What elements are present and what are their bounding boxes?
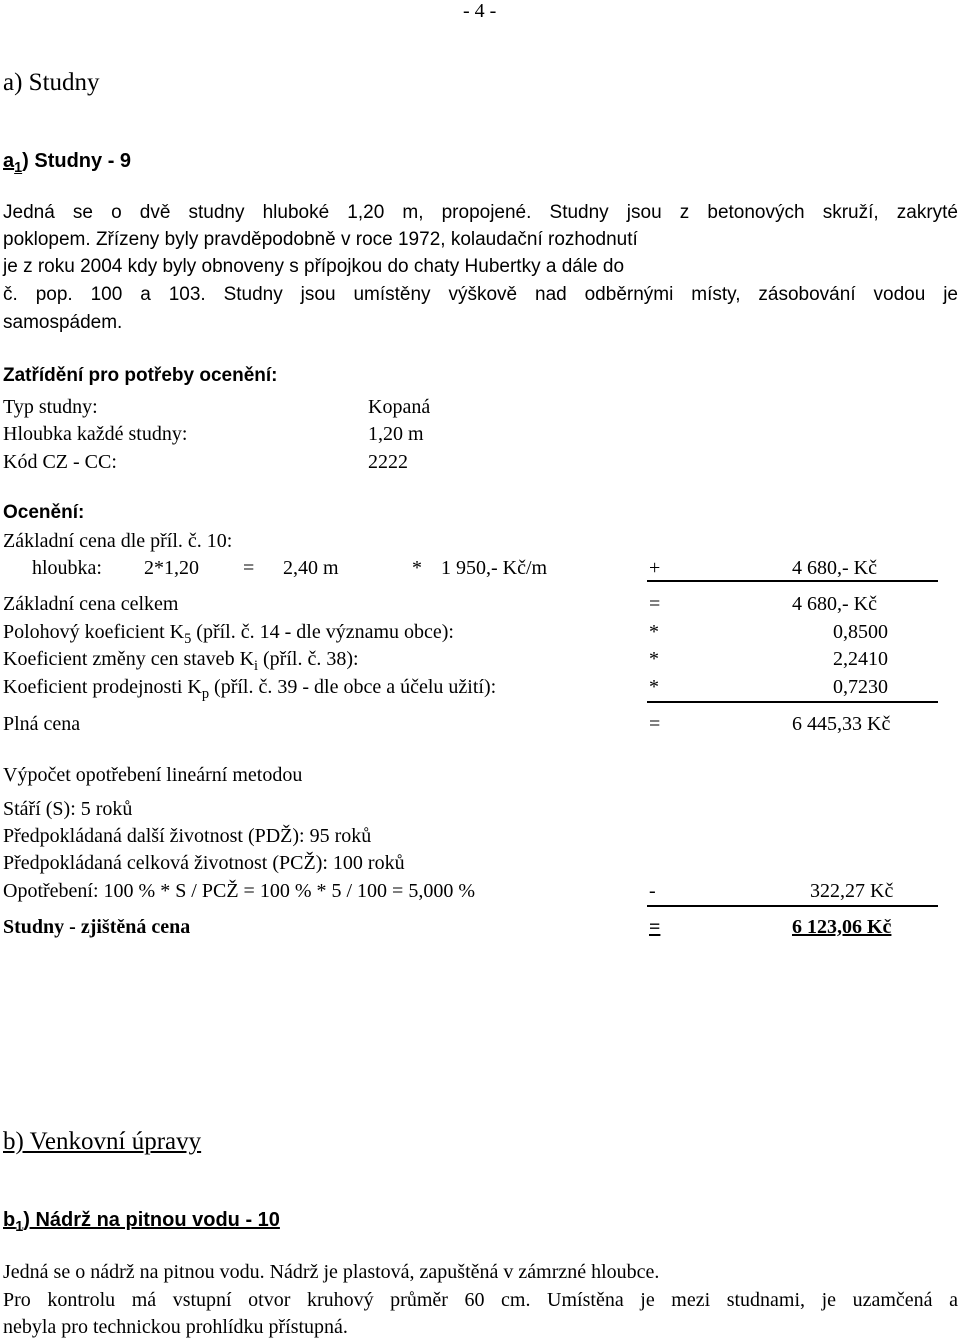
depreciation-total: Předpokládaná celková životnost (PCŽ): 100 roků	[3, 852, 405, 874]
full-price-value: 6 445,33 Kč	[792, 713, 891, 735]
valuation-row-label: Koeficient prodejnosti $K_p$ (příl. č. 39 - dle obce a účelu užití):	[3, 676, 497, 702]
calc-result: 2,40 m	[283, 557, 339, 579]
result-value: 6 123,06 Kč	[792, 916, 892, 938]
subsection-b1-title: $b_1$) Nádrž na pitnou vodu - 10	[3, 1209, 280, 1235]
paragraph-line: Jedná se o nádrž na pitnou vodu. Nádrž je plastová, zapuštěná v zámrzné hloubce.	[3, 1261, 660, 1283]
valuation-row-operator: *	[649, 676, 659, 698]
result-label: Studny - zjištěná cena	[3, 916, 191, 938]
page-number: - 4 -	[463, 0, 497, 22]
calc-label: hloubka:	[32, 557, 102, 579]
calc-times: *	[412, 557, 422, 579]
depreciation-remaining: Předpokládaná další životnost (PDŽ): 95 roků	[3, 825, 372, 847]
valuation-row-label: Koeficient změny cen staveb $K_i$ (příl. č. 38):	[3, 648, 359, 674]
paragraph-line: poklopem. Zřízeny byly pravděpodobně v roce 1972, kolaudační rozhodnutí	[3, 229, 638, 250]
valuation-row-value: 0,7230	[833, 676, 888, 698]
calc-unit-price: 1 950,- Kč/m	[441, 557, 548, 579]
valuation-row-value: 0,8500	[833, 621, 888, 643]
classification-label: Hloubka každé studny:	[3, 423, 188, 445]
valuation-heading: Ocenění:	[3, 502, 85, 523]
base-price-line: Základní cena dle příl. č. 10:	[3, 530, 233, 552]
valuation-row-label: Polohový koeficient $K_5$ (příl. č. 14 - dle významu obce):	[3, 621, 454, 647]
full-price-operator: =	[649, 713, 661, 735]
wear-label: Opotřebení: 100 % * S / PCŽ = 100 % * 5 / 100 = 5,000 %	[3, 880, 475, 902]
classification-heading: Zatřídění pro potřeby ocenění:	[3, 365, 278, 386]
paragraph-line: Pro kontrolu má vstupní otvor kruhový průměr 60 cm. Umístěna je mezi studnami, je uzamčená a	[3, 1289, 958, 1311]
valuation-row-operator: =	[649, 593, 661, 615]
calc-equals: =	[243, 557, 255, 579]
depreciation-heading: Výpočet opotřebení lineární metodou	[3, 764, 303, 786]
classification-value: 1,20 m	[368, 423, 424, 445]
depreciation-age: Stáří (S): 5 roků	[3, 798, 133, 820]
classification-label: Typ studny:	[3, 396, 98, 418]
subsection-a1-title: $a_1$) Studny - 9	[3, 150, 132, 176]
sum-rule	[647, 580, 938, 582]
valuation-row-value: 4 680,- Kč	[792, 593, 877, 615]
sum-rule	[647, 701, 938, 703]
valuation-row-label: Základní cena celkem	[3, 593, 179, 615]
wear-value: 322,27 Kč	[810, 880, 894, 902]
sum-rule	[647, 905, 938, 907]
classification-label: Kód CZ - CC:	[3, 451, 117, 473]
valuation-row-operator: *	[649, 621, 659, 643]
paragraph-line: nebyla pro technickou prohlídku přístupná.	[3, 1316, 348, 1338]
calc-expression: 2*1,20	[144, 557, 199, 579]
wear-operator: -	[649, 880, 656, 902]
valuation-row-value: 2,2410	[833, 648, 888, 670]
section-b-title: b) Venkovní úpravy	[3, 1128, 202, 1155]
valuation-row-operator: *	[649, 648, 659, 670]
classification-value: 2222	[368, 451, 408, 473]
paragraph-line: č. pop. 100 a 103. Studny jsou umístěny výškově nad odběrnými místy, zásobování vodou je	[3, 284, 958, 305]
section-a-title: a) Studny	[3, 69, 100, 96]
full-price-label: Plná cena	[3, 713, 81, 735]
classification-value: Kopaná	[368, 396, 431, 418]
calc-amount: 4 680,- Kč	[792, 557, 877, 579]
paragraph-line: je z roku 2004 kdy byly obnoveny s přípojkou do chaty Hubertky a dále do	[3, 256, 625, 277]
calc-operator: +	[649, 557, 661, 579]
paragraph-line: Jedná se o dvě studny hluboké 1,20 m, propojené. Studny jsou z betonových skruží, zakryté	[3, 202, 958, 223]
paragraph-line: samospádem.	[3, 312, 123, 333]
result-operator: =	[649, 916, 661, 938]
